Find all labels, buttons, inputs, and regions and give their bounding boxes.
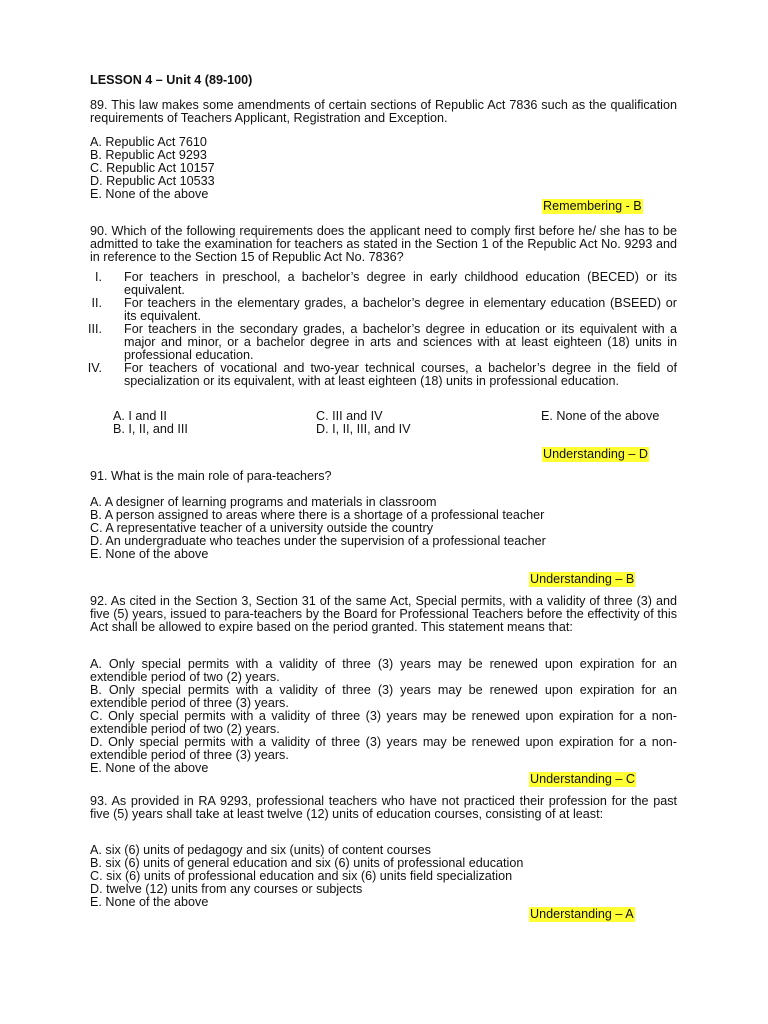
q93-answer-tag: Understanding – A [530, 907, 634, 921]
q90-answer-tag: Understanding – D [543, 447, 649, 461]
q92-option-d: D. Only special permits with a validity of three (3) years may be renewed upon expiration for a non-extendible period of three (3) years. [90, 735, 677, 762]
q89-option-d: D. Republic Act 10533 [90, 174, 215, 188]
q91-option-b: B. A person assigned to areas where there is a shortage of a professional teacher [90, 508, 545, 522]
q93-stem: 93. As provided in RA 9293, professional teachers who have not practiced their profession for the past five (5) years shall take at least twelve (12) units of education courses, consisting of at least: [90, 794, 677, 821]
q91-option-a: A. A designer of learning programs and materials in classroom [90, 495, 437, 509]
q90-choice-c: C. III and IV [316, 409, 383, 423]
q89-option-b: B. Republic Act 9293 [90, 148, 207, 162]
q90-item-4-text: For teachers of vocational and two-year technical courses, a bachelor’s degree in the field of specialization or its equivalent, with at least eighteen (18) units in professional education. [124, 361, 677, 388]
q90-stem: 90. Which of the following requirements does the applicant need to comply first before he/ she has to be admitted to take the examination for teachers as stated in the Section 1 of the Republic Act No. 9293 and in reference to the Section 15 of Republic Act No. 7836? [90, 224, 677, 264]
q93-option-d: D. twelve (12) units from any courses or subjects [90, 882, 363, 896]
q91-option-c: C. A representative teacher of a university outside the country [90, 521, 434, 535]
q91-option-e: E. None of the above [90, 547, 209, 561]
q90-item-3-text: For teachers in the secondary grades, a bachelor’s degree in education or its equivalent with a major and minor, or a bachelor degree in arts and sciences with at least eighteen (18) units in professional education. [124, 322, 677, 362]
lesson-title: LESSON 4 – Unit 4 (89-100) [90, 73, 253, 87]
q92-answer-tag: Understanding – C [530, 772, 636, 786]
q90-item-4-number: IV. [87, 361, 102, 375]
q92-option-b: B. Only special permits with a validity of three (3) years may be renewed upon expiration for an extendible period of three (3) years. [90, 683, 677, 710]
q90-item-1-text: For teachers in preschool, a bachelor’s degree in early childhood education (BECED) or its equivalent. [124, 270, 677, 297]
q90-choice-d: D. I, II, III, and IV [316, 422, 411, 436]
q90-choice-e: E. None of the above [541, 409, 660, 423]
q89-answer-tag: Remembering - B [543, 199, 642, 213]
q89-option-c: C. Republic Act 10157 [90, 161, 215, 175]
q89-option-e: E. None of the above [90, 187, 209, 201]
q93-option-e: E. None of the above [90, 895, 209, 909]
q89-option-a: A. Republic Act 7610 [90, 135, 207, 149]
q92-option-c: C. Only special permits with a validity of three (3) years may be renewed upon expiration for a non-extendible period of two (2) years. [90, 709, 677, 736]
q91-answer-tag: Understanding – B [530, 572, 635, 586]
q90-choice-a: A. I and II [113, 409, 167, 423]
q92-option-a: A. Only special permits with a validity of three (3) years may be renewed upon expiration for an extendible period of two (2) years. [90, 657, 677, 684]
q90-item-3-number: III. [88, 322, 102, 336]
q90-item-2-text: For teachers in the elementary grades, a bachelor’s degree in elementary education (BSEED) or its equivalent. [124, 296, 677, 323]
q90-choice-b: B. I, II, and III [113, 422, 188, 436]
q92-stem: 92. As cited in the Section 3, Section 31 of the same Act, Special permits, with a validity of three (3) and five (5) years, issued to para-teachers by the Board for Professional Teachers before the effectivity of this Act shall be allowed to expire based on the period granted. This statement means that: [90, 594, 677, 634]
q93-option-b: B. six (6) units of general education and six (6) units of professional education [90, 856, 524, 870]
q89-stem: 89. This law makes some amendments of certain sections of Republic Act 7836 such as the qualification requirements of Teachers Applicant, Registration and Exception. [90, 98, 677, 125]
q91-stem: 91. What is the main role of para-teachers? [90, 469, 332, 483]
q93-option-a: A. six (6) units of pedagogy and six (units) of content courses [90, 843, 431, 857]
q93-option-c: C. six (6) units of professional education and six (6) units field specialization [90, 869, 513, 883]
q91-option-d: D. An undergraduate who teaches under the supervision of a professional teacher [90, 534, 546, 548]
q90-item-2-number: II. [91, 296, 102, 310]
q90-item-1-number: I. [95, 270, 102, 284]
q92-option-e: E. None of the above [90, 761, 209, 775]
